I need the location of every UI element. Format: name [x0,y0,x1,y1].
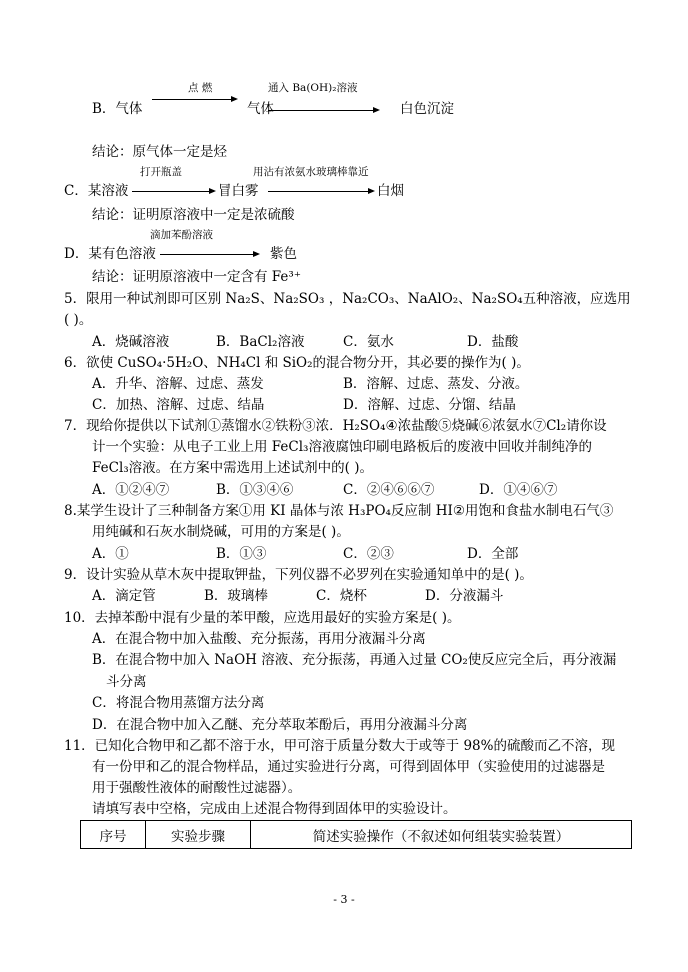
q6-stem: 6．欲使 CuSO₄·5H₂O、NH₄Cl 和 SiO₂的混合物分开，其必要的操作为( )。 [64,355,530,371]
q5-stem: 5．限用一种试剂即可区别 Na₂S、Na₂SO₃ ，Na₂CO₃、NaAlO₂、Na₂SO₄五种溶液，应选用 [64,291,631,307]
q10-option-c: C．将混合物用蒸馏方法分离 [92,695,265,711]
d-option-label: D．某有色溶液 [64,246,156,262]
c-option-label: C．某溶液 [64,183,129,199]
b-conclusion: 结论：原气体一定是烃 [92,144,227,160]
q5-option-c: C．氨水 [343,334,394,350]
q10-option-d: D．在混合物中加入乙醚、充分萃取苯酚后，再用分液漏斗分离 [92,717,468,733]
q8-option-a: A．① [92,546,129,562]
c-reaction-condition-2: 用沾有浓氨水玻璃棒靠近 [253,166,369,178]
q9-option-b: B．玻璃棒 [204,588,268,604]
q7-option-d: D．①④⑥⑦ [479,482,558,498]
q9-stem: 9．设计实验从草木灰中提取钾盐，下列仪器不必罗列在实验通知单中的是( )。 [64,567,533,583]
q7-option-b: B．①③④⑥ [216,482,294,498]
header-step: 实验步骤 [146,821,251,849]
q11-line-2: 有一份甲和乙的混合物样品，通过实验进行分离，可得到固体甲（实验使用的过滤器是 [92,759,605,775]
b-mid-product: 气体 [247,101,274,117]
q11-table [80,820,632,849]
q9-option-a: A．滴定管 [92,588,156,604]
q5-option-d: D．盐酸 [467,334,519,350]
q6-option-a: A．升华、溶解、过虑、蒸发 [92,376,264,392]
b-reaction-condition-2: 通入 Ba(OH)₂溶液 [268,82,358,94]
q5-stem-continued: ( )。 [64,312,93,328]
q8-line-1: 8.某学生设计了三种制备方案①用 KI 晶体与浓 H₃PO₄反应制 HI②用饱和食盐水制电石气③ [64,503,614,519]
d-reaction-condition-1: 滴加苯酚溶液 [150,229,213,241]
q6-option-b: B．溶解、过虑、蒸发、分液。 [343,376,529,392]
c-arrow-2 [268,191,373,192]
header-operation: 简述实验操作（不叙述如何组装实验装置） [251,821,632,849]
c-mid-product: 冒白雾 [218,183,259,199]
b-reaction-condition-1: 点 燃 [188,82,213,94]
c-end-product: 白烟 [377,183,404,199]
table-header-row [81,821,632,849]
d-end-product: 紫色 [270,246,297,262]
b-arrow-2 [268,110,378,111]
q7-line-2: 计一个实验：从电子工业上用 FeCl₃溶液腐蚀印刷电路板后的废液中回收并制纯净的 [92,439,592,455]
q11-line-1: 11．已知化合物甲和乙都不溶于水，甲可溶于质量分数大于或等于 98%的硫酸而乙不溶，现 [64,738,615,754]
q8-line-2: 用纯碱和石灰水制烧碱，可用的方案是( )。 [92,524,350,540]
header-seq-no: 序号 [81,821,146,849]
q6-option-c: C．加热、溶解、过虑、结晶 [92,397,265,413]
q10-option-b-line-1: B．在混合物中加入 NaOH 溶液、充分振荡，再通入过量 CO₂使反应完全后，再分液漏 [92,652,617,668]
q5-option-a: A．烧碱溶液 [92,334,170,350]
q7-option-c: C．②④⑥⑥⑦ [343,482,435,498]
q9-option-d: D．分液漏斗 [425,588,504,604]
b-end-product: 白色沉淀 [400,101,454,117]
q5-option-b: B．BaCl₂溶液 [216,334,305,350]
d-arrow-1 [160,254,258,255]
b-option-label: B．气体 [92,101,143,117]
b-arrow-1 [152,99,236,100]
q8-option-b: B．①③ [216,546,267,562]
q10-stem: 10．去掉苯酚中混有少量的苯甲酸，应选用最好的实验方案是( )。 [64,610,461,626]
c-reaction-condition-1: 打开瓶盖 [140,166,182,178]
c-conclusion: 结论：证明原溶液中一定是浓硫酸 [92,207,295,223]
q9-option-c: C．烧杯 [316,588,367,604]
q10-option-b-line-2: 斗分离 [106,674,147,690]
q7-option-a: A．①②④⑦ [92,482,170,498]
d-conclusion: 结论：证明原溶液中一定含有 Fe³⁺ [92,269,301,285]
q8-option-d: D．全部 [467,546,519,562]
q10-option-a: A．在混合物中加入盐酸、充分振荡，再用分液漏斗分离 [92,631,426,647]
q6-option-d: D．溶解、过虑、分馏、结晶 [343,397,516,413]
page-number: - 3 - [333,893,355,906]
q11-line-3: 用于强酸性液体的耐酸性过滤器）。 [92,780,302,796]
c-arrow-1 [132,191,214,192]
q8-option-c: C．②③ [343,546,394,562]
q7-line-3: FeCl₃溶液。在方案中需选用上述试剂中的( )。 [92,460,374,476]
q11-line-4: 请填写表中空格，完成由上述混合物得到固体甲的实验设计。 [92,801,457,817]
q7-line-1: 7．现给你提供以下试剂①蒸馏水②铁粉③浓．H₂SO₄④浓盐酸⑤烧碱⑥浓氨水⑦Cl₂请你设 [64,418,607,434]
